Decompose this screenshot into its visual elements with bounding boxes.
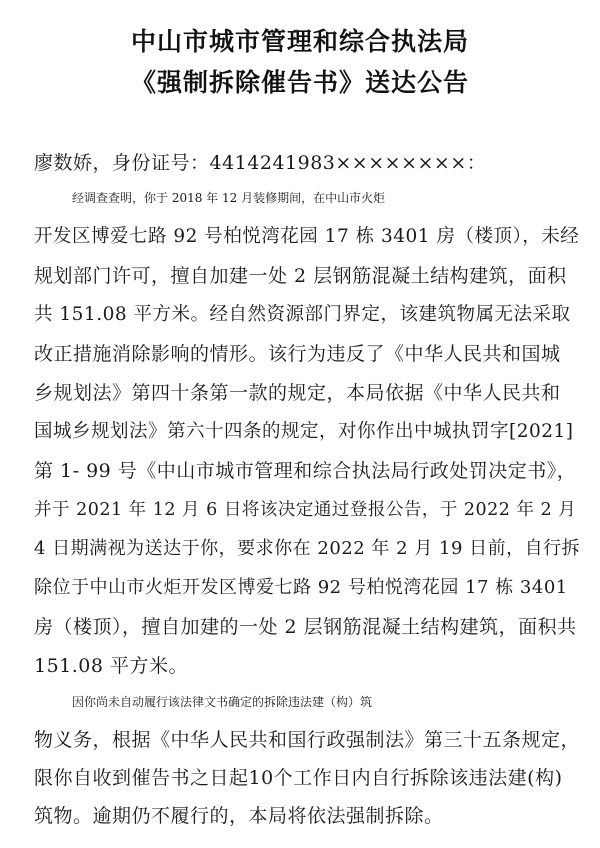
document-title-line1: 中山市城市管理和综合执法局 [130,27,469,56]
paragraph2-line: 限你自收到催告书之日起10个工作日内自行拆除该违法建(构) [34,767,563,789]
paragraph1-line: 乡规划法》第四十条第一款的规定，本局依据《中华人民共和 [34,382,561,404]
paragraph1-line: 4 日期满视为送达于你，要求你在 2022 年 2 月 19 日前，自行拆 [34,538,581,559]
paragraph1-line: 151.08 平方米。 [34,655,189,677]
paragraph1-line: 改正措施消除影响的情形。该行为违反了《中华人民共和国城 [34,343,561,365]
paragraph1-line: 经调查查明，你于 2018 年 12 月装修期间，在中山市火炬 [72,191,386,205]
addressee-line: 廖数娇，身份证号：4414241983××××××××： [34,152,487,174]
paragraph2-line: 筑物。逾期仍不履行的，本局将依法强制拆除。 [34,805,444,827]
paragraph1-line: 第 1- 99 号《中山市城市管理和综合执法局行政处罚决定书》， [34,460,577,482]
paragraph1-line: 房（楼顶），擅自加建的一处 2 层钢筋混凝土结构建筑，面积共 [34,616,577,638]
paragraph2-line: 物义务，根据《中华人民共和国行政强制法》第三十五条规定， [34,729,581,751]
paragraph1-line: 规划部门许可，擅自加建一处 2 层钢筋混凝土结构建筑，面积 [34,265,567,287]
paragraph1-line: 除位于中山市火炬开发区博爱七路 92 号柏悦湾花园 17 栋 3401 [34,577,568,598]
document-title-line2: 《强制拆除催告书》送达公告 [130,68,469,97]
paragraph2-line: 因你尚未自动履行该法律文书确定的拆除违法建（构）筑 [72,695,373,709]
paragraph1-line: 开发区博爱七路 92 号柏悦湾花园 17 栋 3401 房（楼顶），未经 [34,226,580,247]
paragraph1-line: 共 151.08 平方米。经自然资源部门界定，该建筑物属无法采取 [34,304,571,325]
paragraph1-line: 并于 2021 年 12 月 6 日将该决定通过登报公告，于 2022 年 2 月 [34,500,577,520]
paragraph1-line: 国城乡规划法》第六十四条的规定，对你作出中城执罚字[2021] [34,421,574,442]
